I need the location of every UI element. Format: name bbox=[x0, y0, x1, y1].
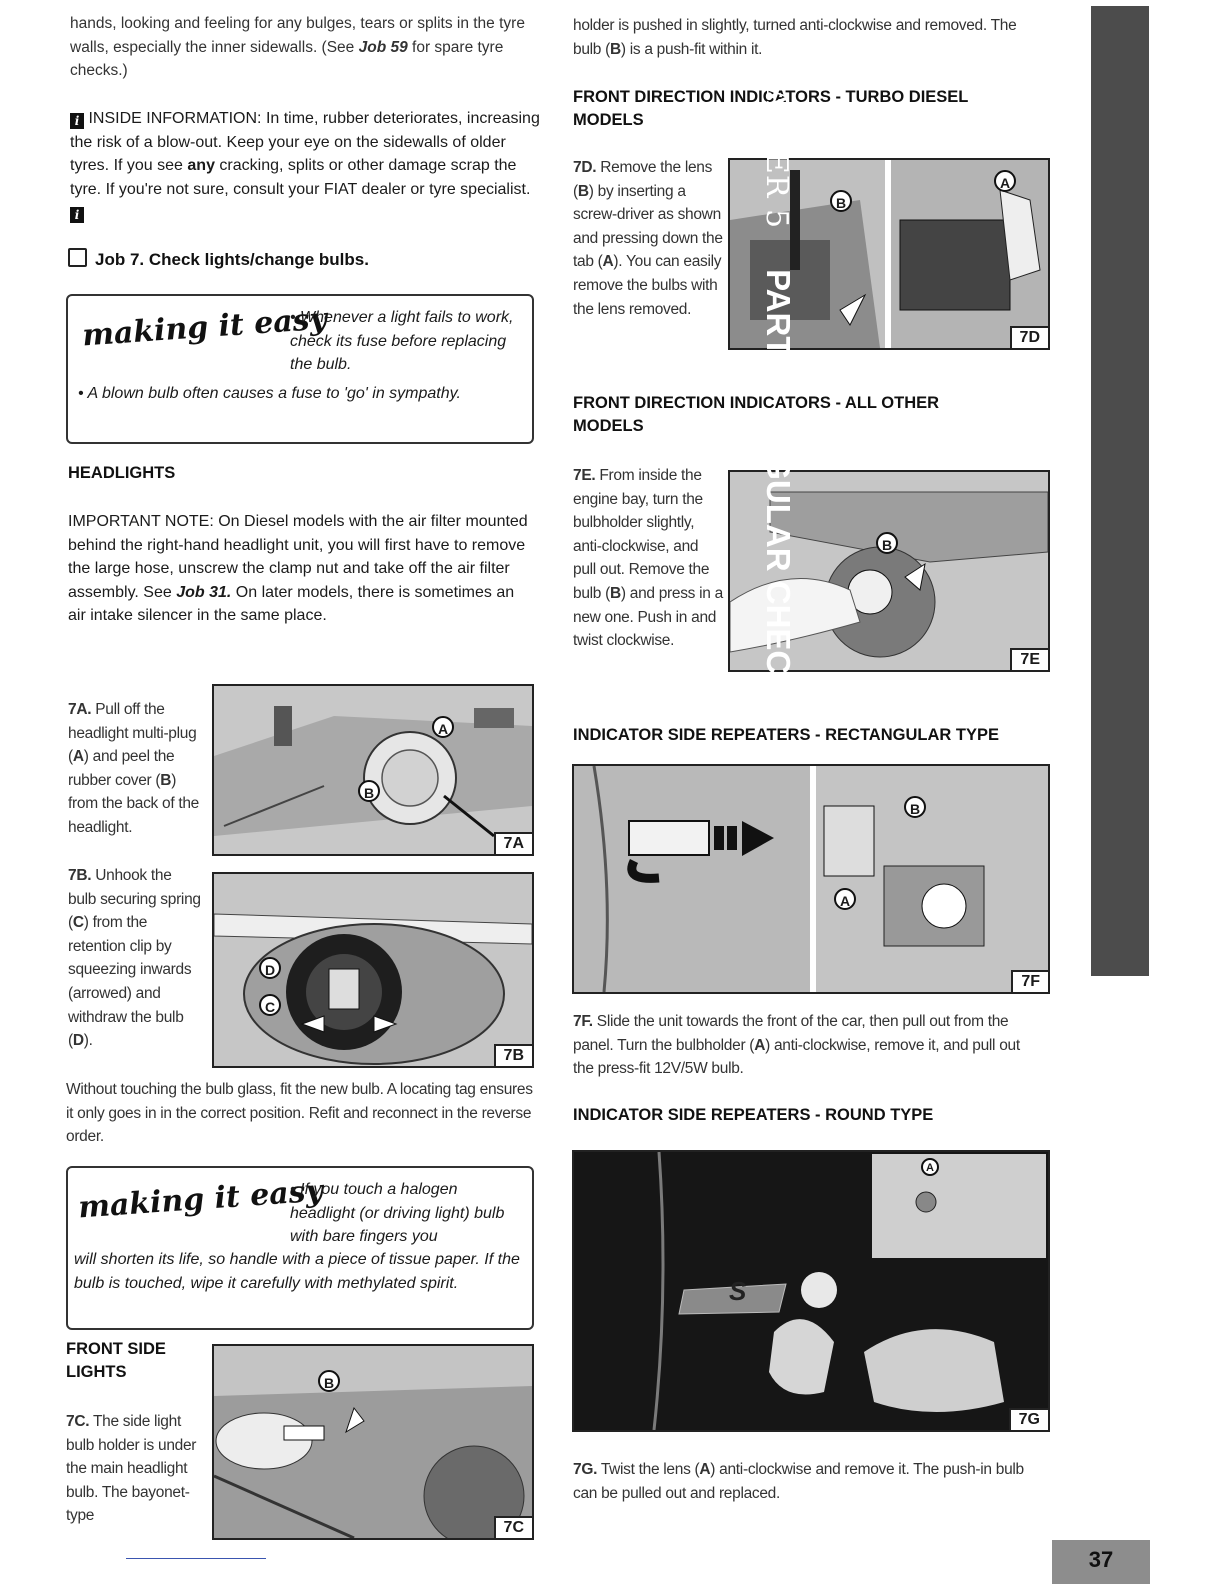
info-icon-end: i bbox=[70, 207, 84, 223]
tip-box-2 bbox=[66, 1166, 534, 1330]
round-repeater-illustration bbox=[574, 1152, 1048, 1430]
callout-a-7d: A bbox=[994, 170, 1016, 192]
callout-d: D bbox=[259, 957, 281, 979]
figure-7g-photo bbox=[572, 1150, 1050, 1432]
turbo-diesel-heading: FRONT DIRECTION INDICATORS - TURBO DIESEL MODELS bbox=[573, 88, 969, 129]
inside-information-paragraph: i INSIDE INFORMATION: In time, rubber deteriorates, increasing the risk of a blow-out. Keep your eye on the sidewalls of older tyres. If you see any cracking, splits or other damage scrap the tyre. If you're not sure, consult your FIAT dealer or tyre specialist. i bbox=[70, 110, 540, 222]
step-7g-text: 7G. Twist the lens (A) anti-clockwise and remove it. The push-in bulb can be pulled out and replaced. bbox=[573, 1461, 1024, 1502]
footer-rule bbox=[126, 1558, 266, 1559]
figure-7c-photo bbox=[212, 1344, 534, 1540]
figure-7f-photo bbox=[572, 764, 1050, 994]
figure-7b-photo bbox=[212, 872, 534, 1068]
figure-label-7c: 7C bbox=[494, 1516, 532, 1538]
model-badge-s: S bbox=[729, 1276, 747, 1306]
callout-a: A bbox=[432, 716, 454, 738]
part-label: PART A: REGULAR CHECKS bbox=[759, 269, 797, 721]
checkbox-icon[interactable] bbox=[68, 248, 87, 267]
figure-label-7g: 7G bbox=[1009, 1408, 1048, 1430]
tip1-text-a: • Whenever a light fails to work, check its fuse before replacing the bulb. bbox=[290, 309, 514, 373]
figure-label-7a: 7A bbox=[494, 832, 532, 854]
headlights-heading: HEADLIGHTS bbox=[68, 464, 176, 482]
callout-b-7e: B bbox=[876, 532, 898, 554]
making-it-easy-logo-2: making it easy bbox=[77, 1173, 325, 1226]
callout-b-7d: B bbox=[830, 190, 852, 212]
making-it-easy-logo: making it easy bbox=[81, 301, 329, 354]
callout-b-7c: B bbox=[318, 1370, 340, 1392]
chapter-label: CHAPTER 5 bbox=[758, 36, 794, 230]
figure-label-7e: 7E bbox=[1010, 648, 1048, 670]
continued-paragraph: holder is pushed in slightly, turned anti-clockwise and removed. The bulb (B) is a push-fit within it. bbox=[573, 17, 1017, 58]
figure-label-7f: 7F bbox=[1011, 970, 1048, 992]
figure-7a-photo bbox=[212, 684, 534, 856]
round-type-heading: INDICATOR SIDE REPEATERS - ROUND TYPE bbox=[573, 1106, 934, 1124]
side-light-illustration bbox=[214, 1346, 532, 1538]
step-7c-text: 7C. The side light bulb holder is under the main headlight bulb. The bayonet-type bbox=[66, 1413, 197, 1525]
page-number: 37 bbox=[1052, 1540, 1150, 1584]
step-7e-text: 7E. From inside the engine bay, turn the bulbholder slightly, anti-clockwise, and pull out. Remove the bulb (B) and press in a new one. Push in and twist clockwise. bbox=[573, 467, 723, 650]
figure-label-7d: 7D bbox=[1010, 326, 1048, 348]
figure-7d-divider bbox=[885, 160, 891, 348]
sidebar-title bbox=[759, 36, 797, 720]
without-touching-paragraph: Without touching the bulb glass, fit the new bulb. A locating tag ensures it only goes in in the correct position. Refit and reconnect in the reverse order. bbox=[66, 1081, 533, 1146]
step-7a-text: 7A. Pull off the headlight multi-plug (A) and peel the rubber cover (B) from the back of the headlight. bbox=[68, 701, 199, 836]
important-note-paragraph: IMPORTANT NOTE: On Diesel models with the air filter mounted behind the right-hand headlight unit, you will first have to remove the large hose, unscrew the clamp nut and take off the air filter assembly. See Job 31. On later models, there is sometimes an air intake silencer in the same place. bbox=[68, 513, 528, 624]
figure-label-7b: 7B bbox=[494, 1044, 532, 1066]
info-icon: i bbox=[70, 113, 84, 129]
job-title: Job 7. Check lights/change bulbs. bbox=[68, 248, 369, 271]
callout-a-7f: A bbox=[834, 888, 856, 910]
intro-paragraph: hands, looking and feeling for any bulges, tears or splits in the tyre walls, especially the inner sidewalls. (See Job 59 for spare tyre checks.) bbox=[70, 15, 525, 79]
figure-7f-divider bbox=[810, 766, 816, 992]
step-7f-text: 7F. Slide the unit towards the front of the car, then pull out from the panel. Turn the bulbholder (A) anti-clockwise, remove it, and pull out the press-fit 12V/5W bulb. bbox=[573, 1013, 1020, 1078]
callout-a-7g: A bbox=[921, 1158, 939, 1176]
tip2-text-b: will shorten its life, so handle with a piece of tissue paper. If the bulb is touched, wipe it carefully with methylated spirit. bbox=[74, 1251, 520, 1292]
step-7d-text: 7D. Remove the lens (B) by inserting a screw-driver as shown and pressing down the tab (A). You can easily remove the bulbs with the lens removed. bbox=[573, 159, 723, 318]
other-models-heading: FRONT DIRECTION INDICATORS - ALL OTHER MODELS bbox=[573, 394, 940, 435]
tip1-text-b: • A blown bulb often causes a fuse to 'go' in sympathy. bbox=[78, 385, 461, 402]
step-7b-text: 7B. Unhook the bulb securing spring (C) from the retention clip by squeezing inwards (arrowed) and withdraw the bulb (D). bbox=[68, 867, 201, 1050]
callout-c: C bbox=[259, 994, 281, 1016]
tip2-text-a: • If you touch a halogen headlight (or driving light) bulb with bare fingers you bbox=[290, 1181, 505, 1245]
callout-b-7f: B bbox=[904, 796, 926, 818]
headlight-rear-illustration bbox=[214, 686, 532, 854]
callout-b: B bbox=[358, 780, 380, 802]
tip-box-1 bbox=[66, 294, 534, 444]
front-side-lights-heading: FRONT SIDE LIGHTS bbox=[66, 1340, 166, 1381]
rectangular-heading: INDICATOR SIDE REPEATERS - RECTANGULAR TYPE bbox=[573, 726, 999, 744]
